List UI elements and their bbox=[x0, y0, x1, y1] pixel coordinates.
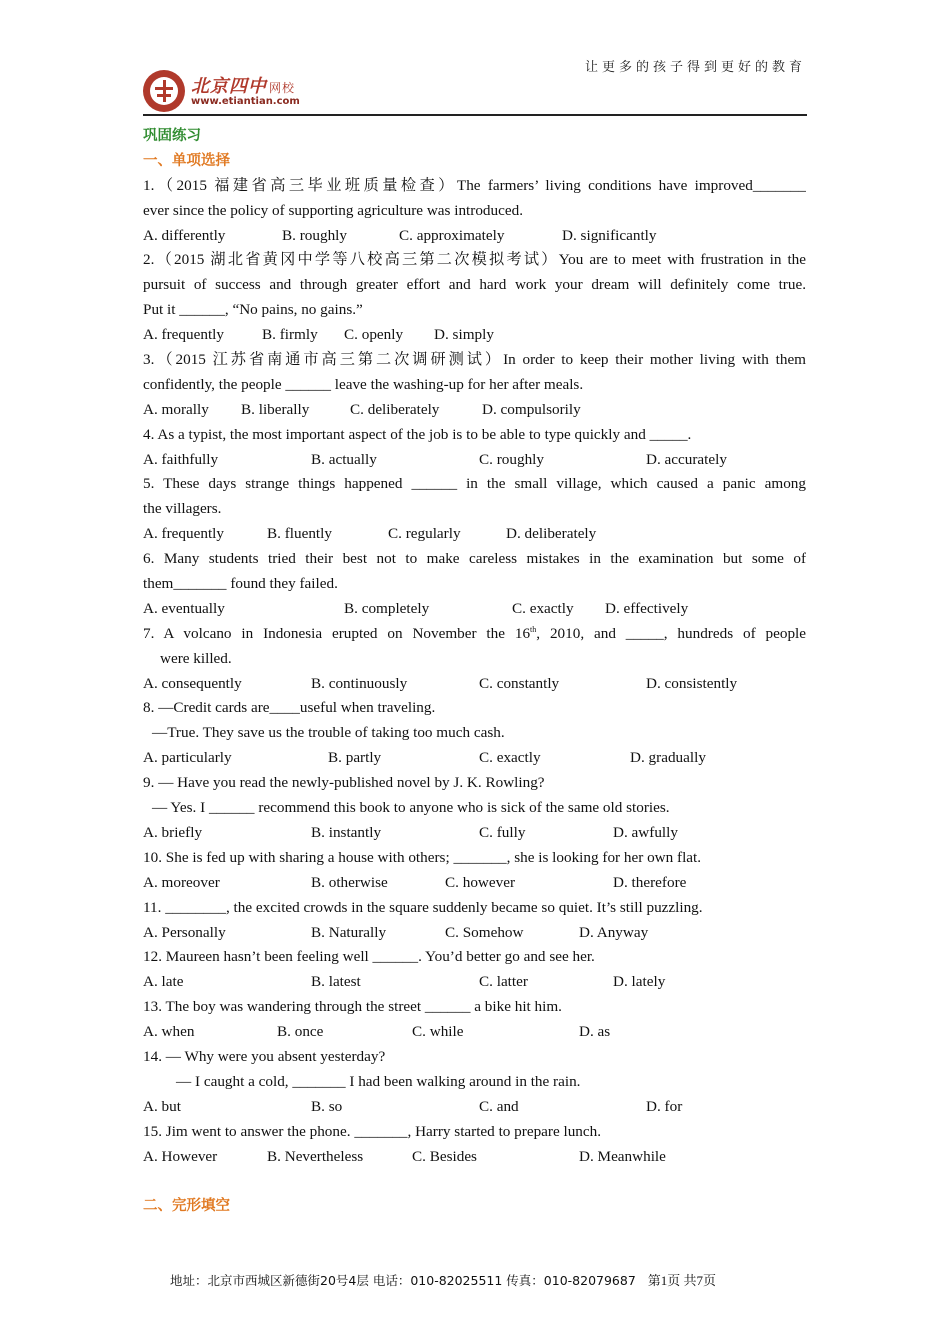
option-a[interactable]: A. frequently bbox=[143, 326, 224, 344]
question-text: — Yes. I ______ recommend this book to anyone who is sick of the same old stories. bbox=[152, 799, 670, 817]
answer-options bbox=[143, 522, 806, 547]
option-a[interactable]: A. differently bbox=[143, 226, 226, 244]
question-text: 10. She is fed up with sharing a house with others; _______, she is looking for her own flat. bbox=[143, 848, 702, 866]
option-d[interactable]: D. deliberately bbox=[506, 525, 597, 543]
question-text: the villagers. bbox=[143, 500, 222, 518]
question-text: 8. —Credit cards are____useful when traveling. bbox=[143, 699, 436, 717]
option-a[interactable]: A. but bbox=[143, 1097, 181, 1115]
answer-options bbox=[143, 448, 806, 473]
option-c[interactable]: C. deliberately bbox=[350, 400, 440, 418]
answer-options bbox=[143, 746, 806, 771]
option-c[interactable]: C. constantly bbox=[479, 674, 560, 692]
option-d[interactable]: D. simply bbox=[434, 326, 494, 344]
answer-options bbox=[143, 224, 806, 249]
option-c[interactable]: C. latter bbox=[479, 973, 528, 991]
question-text: 14. — Why were you absent yesterday? bbox=[143, 1047, 386, 1065]
option-d[interactable]: D. effectively bbox=[605, 599, 689, 617]
option-a[interactable]: A. particularly bbox=[143, 749, 232, 767]
logo-emblem-icon bbox=[143, 70, 185, 112]
option-d[interactable]: D. Meanwhile bbox=[579, 1147, 666, 1165]
option-c[interactable]: C. openly bbox=[344, 326, 404, 344]
option-b[interactable]: B. actually bbox=[311, 450, 377, 468]
option-b[interactable]: B. otherwise bbox=[311, 873, 388, 891]
question-text: Put it ______, “No pains, no gains.” bbox=[143, 301, 363, 319]
question-text: confidently, the people ______ leave the washing-up for her after meals. bbox=[143, 375, 584, 393]
part1-title: 一、单项选择 bbox=[143, 152, 230, 169]
question-text: were killed. bbox=[160, 649, 232, 667]
option-a[interactable]: A. eventually bbox=[143, 599, 225, 617]
option-a[interactable]: A. briefly bbox=[143, 823, 203, 841]
part2-title: 二、完形填空 bbox=[143, 1198, 230, 1215]
school-logo bbox=[143, 70, 343, 114]
logo-name: 北京四中 网校 bbox=[191, 76, 296, 97]
answer-options bbox=[143, 1145, 806, 1170]
option-d[interactable]: D. therefore bbox=[613, 873, 687, 891]
option-d[interactable]: D. lately bbox=[613, 973, 666, 991]
option-a[interactable]: A. frequently bbox=[143, 525, 224, 543]
option-d[interactable]: D. awfully bbox=[613, 823, 678, 841]
option-a[interactable]: A. when bbox=[143, 1023, 195, 1041]
question-text: 7. A volcano in Indonesia erupted on November the 16th, 2010, and _____, hundreds of people bbox=[143, 624, 806, 642]
question-text: 3.（2015 江苏省南通市高三第二次调研测试）In order to keep their mother living with them bbox=[143, 351, 806, 369]
option-b[interactable]: B. completely bbox=[344, 599, 430, 617]
question-text: ever since the policy of supporting agriculture was introduced. bbox=[143, 201, 523, 219]
question-text: 12. Maureen hasn’t been feeling well ______. You’d better go and see her. bbox=[143, 948, 595, 966]
option-b[interactable]: B. so bbox=[311, 1097, 343, 1115]
option-d[interactable]: D. as bbox=[579, 1023, 611, 1041]
option-c[interactable]: C. regularly bbox=[388, 525, 461, 543]
option-c[interactable]: C. approximately bbox=[399, 226, 505, 244]
option-d[interactable]: D. Anyway bbox=[579, 923, 649, 941]
option-c[interactable]: C. roughly bbox=[479, 450, 544, 468]
option-c[interactable]: C. Somehow bbox=[445, 923, 524, 941]
question-text: 9. — Have you read the newly-published novel by J. K. Rowling? bbox=[143, 774, 545, 792]
question-text: 1.（2015 福建省高三毕业班质量检查）The farmers’ living conditions have improved_______ bbox=[143, 176, 806, 194]
answer-options bbox=[143, 672, 806, 697]
option-c[interactable]: C. however bbox=[445, 873, 516, 891]
answer-options bbox=[143, 821, 806, 846]
question-text: 2.（2015 湖北省黄冈中学等八校高三第二次模拟考试）You are to meet with frustration in the bbox=[143, 251, 806, 269]
option-b[interactable]: B. instantly bbox=[311, 823, 382, 841]
option-d[interactable]: D. for bbox=[646, 1097, 683, 1115]
option-d[interactable]: D. gradually bbox=[630, 749, 706, 767]
question-text: 6. Many students tried their best not to make careless mistakes in the examination but some of bbox=[143, 550, 806, 568]
answer-options bbox=[143, 1095, 806, 1120]
answer-options bbox=[143, 921, 806, 946]
option-c[interactable]: C. while bbox=[412, 1023, 464, 1041]
option-a[interactable]: A. moreover bbox=[143, 873, 220, 891]
option-b[interactable]: B. roughly bbox=[282, 226, 347, 244]
option-a[interactable]: A. Personally bbox=[143, 923, 226, 941]
answer-options bbox=[143, 597, 806, 622]
page-footer bbox=[170, 1270, 716, 1289]
option-c[interactable]: C. fully bbox=[479, 823, 526, 841]
option-c[interactable]: C. Besides bbox=[412, 1147, 477, 1165]
footer-address: 地址：北京市西城区新德街20号4层 电话：010-82025511 传真：010-82079687 bbox=[170, 1273, 636, 1288]
option-a[interactable]: A. late bbox=[143, 973, 184, 991]
answer-options bbox=[143, 398, 806, 423]
option-d[interactable]: D. compulsorily bbox=[482, 400, 581, 418]
question-text: 15. Jim went to answer the phone. _______, Harry started to prepare lunch. bbox=[143, 1122, 602, 1140]
option-b[interactable]: B. firmly bbox=[262, 326, 318, 344]
answer-options bbox=[143, 970, 806, 995]
option-b[interactable]: B. Naturally bbox=[311, 923, 387, 941]
header-rule bbox=[143, 114, 807, 116]
logo-url: www.etiantian.com bbox=[191, 96, 300, 107]
question-text: 13. The boy was wandering through the street ______ a bike hit him. bbox=[143, 998, 562, 1016]
option-b[interactable]: B. fluently bbox=[267, 525, 332, 543]
option-b[interactable]: B. partly bbox=[328, 749, 382, 767]
question-text: 11. ________, the excited crowds in the square suddenly became so quiet. It’s still puzzling. bbox=[143, 898, 703, 916]
option-d[interactable]: D. significantly bbox=[562, 226, 657, 244]
question-text: —True. They save us the trouble of taking too much cash. bbox=[152, 724, 505, 742]
option-c[interactable]: C. exactly bbox=[479, 749, 541, 767]
option-b[interactable]: B. latest bbox=[311, 973, 361, 991]
option-c[interactable]: C. exactly bbox=[512, 599, 574, 617]
option-a[interactable]: A. faithfully bbox=[143, 450, 219, 468]
option-b[interactable]: B. Nevertheless bbox=[267, 1147, 364, 1165]
option-b[interactable]: B. liberally bbox=[241, 400, 310, 418]
question-text: 5. These days strange things happened ______ in the small village, which caused a panic among bbox=[143, 475, 806, 493]
option-c[interactable]: C. and bbox=[479, 1097, 519, 1115]
option-d[interactable]: D. accurately bbox=[646, 450, 727, 468]
option-a[interactable]: A. morally bbox=[143, 400, 209, 418]
answer-options bbox=[143, 871, 806, 896]
page-number: 第1页 共7页 bbox=[647, 1273, 717, 1288]
option-d[interactable]: D. consistently bbox=[646, 674, 738, 692]
question-text: 4. As a typist, the most important aspect of the job is to be able to type quickly and _____. bbox=[143, 425, 692, 443]
question-text: them_______ found they failed. bbox=[143, 575, 338, 593]
option-b[interactable]: B. continuously bbox=[311, 674, 408, 692]
option-a[interactable]: A. However bbox=[143, 1147, 218, 1165]
document-body bbox=[143, 124, 806, 1219]
header-slogan: 让更多的孩子得到更好的教育 bbox=[584, 60, 806, 75]
question-text: pursuit of success and through greater effort and hard work your dream will definitely come true. bbox=[143, 276, 806, 294]
question-text: — I caught a cold, _______ I had been walking around in the rain. bbox=[176, 1072, 581, 1090]
option-a[interactable]: A. consequently bbox=[143, 674, 242, 692]
answer-options bbox=[143, 323, 806, 348]
answer-options bbox=[143, 1020, 806, 1045]
option-b[interactable]: B. once bbox=[277, 1023, 324, 1041]
section-title: 巩固练习 bbox=[143, 128, 201, 144]
